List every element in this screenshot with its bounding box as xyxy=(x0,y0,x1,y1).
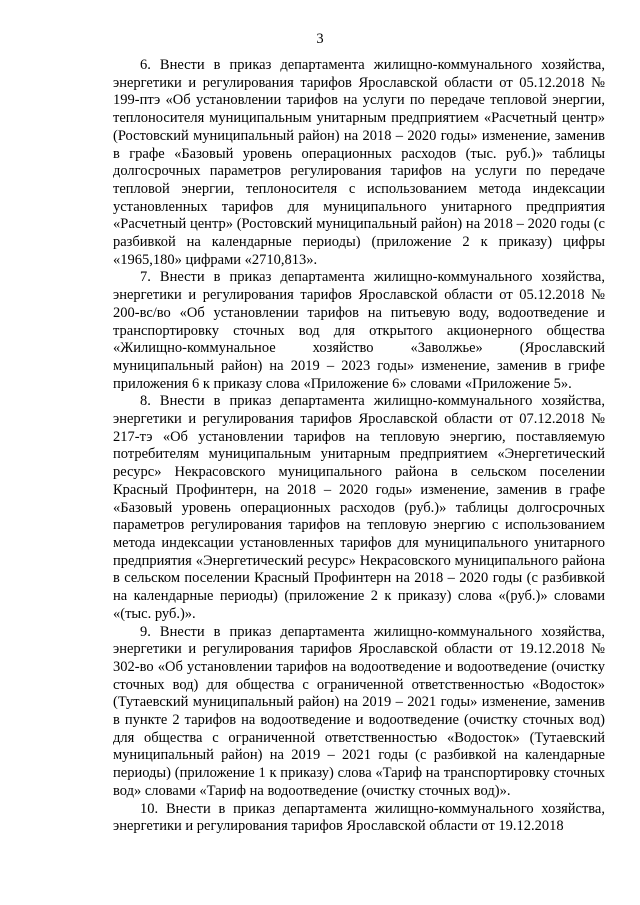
document-body xyxy=(113,57,605,836)
page-number: 3 xyxy=(316,31,324,47)
paragraph-item-7: 7. Внести в приказ департамента жилищно-коммунального хозяйства, энергетики и регулирования тарифов Ярославской области от 05.12.2018 № 200-вс/во «Об установлении тарифов на питьевую воду, водоотведение и транспортировку сточных вод для открытого акционерного общества «Жилищно-коммунальное хозяйство «Заволжье» (Ярославский муниципальный район) на 2019 – 2023 годы» изменение, заменив в грифе приложения 6 к приказу слова «Приложение 6» словами «Приложение 5». xyxy=(113,269,605,392)
paragraph-item-6: 6. Внести в приказ департамента жилищно-коммунального хозяйства, энергетики и регулирования тарифов Ярославской области от 05.12.2018 № 199-птэ «Об установлении тарифов на услуги по передаче тепловой энергии, теплоносителя муниципальным унитарным предприятием «Расчетный центр» (Ростовский муниципальный район) на 2018 – 2020 годы» изменение, заменив в графе «Базовый уровень операционных расходов (тыс. руб.)» таблицы долгосрочных параметров регулирования тарифов на услуги по передаче тепловой энергии, теплоносителя с использованием метода индексации установленных тарифов для муниципального унитарного предприятия «Расчетный центр» (Ростовский муниципальный район) на 2018 – 2020 годы (с разбивкой на календарные периоды) (приложение 2 к приказу) цифры «1965,180» цифрами «2710,813». xyxy=(113,57,605,268)
paragraph-item-10: 10. Внести в приказ департамента жилищно-коммунального хозяйства, энергетики и регулирования тарифов Ярославской области от 19.12.2018 xyxy=(113,800,605,835)
paragraph-item-8: 8. Внести в приказ департамента жилищно-коммунального хозяйства, энергетики и регулирования тарифов Ярославской области от 07.12.2018 № 217-тэ «Об установлении тарифов на тепловую энергию, поставляемую потребителям муниципальным унитарным предприятием «Энергетический ресурс» Некрасовского муниципального района в сельском поселении Красный Профинтерн, на 2018 – 2020 годы» изменение, заменив в графе «Базовый уровень операционных расходов (руб.)» таблицы долгосрочных параметров регулирования тарифов на тепловую энергию с использованием метода индексации установленных тарифов для муниципального унитарного предприятия «Энергетический ресурс» Некрасовского муниципального района в сельском поселении Красный Профинтерн на 2018 – 2020 годы (с разбивкой на календарные периоды) (приложение 2 к приказу) слова «(руб.)» словами «(тыс. руб.)». xyxy=(113,393,605,622)
paragraph-item-9: 9. Внести в приказ департамента жилищно-коммунального хозяйства, энергетики и регулирования тарифов Ярославской области от 19.12.2018 № 302-во «Об установлении тарифов на водоотведение и водоотведение (очистку сточных вод) для общества с ограниченной ответственностью «Водосток» (Тутаевский муниципальный район) на 2019 – 2021 годы» изменение, заменив в пункте 2 тарифов на водоотведение и водоотведение (очистку сточных вод) для общества с ограниченной ответственностью «Водосток» (Тутаевский муниципальный район) на 2019 – 2021 годы (с разбивкой на календарные периоды) (приложение 1 к приказу) слова «Тариф на транспортировку сточных вод» словами «Тариф на водоотведение (очистку сточных вод)». xyxy=(113,623,605,799)
